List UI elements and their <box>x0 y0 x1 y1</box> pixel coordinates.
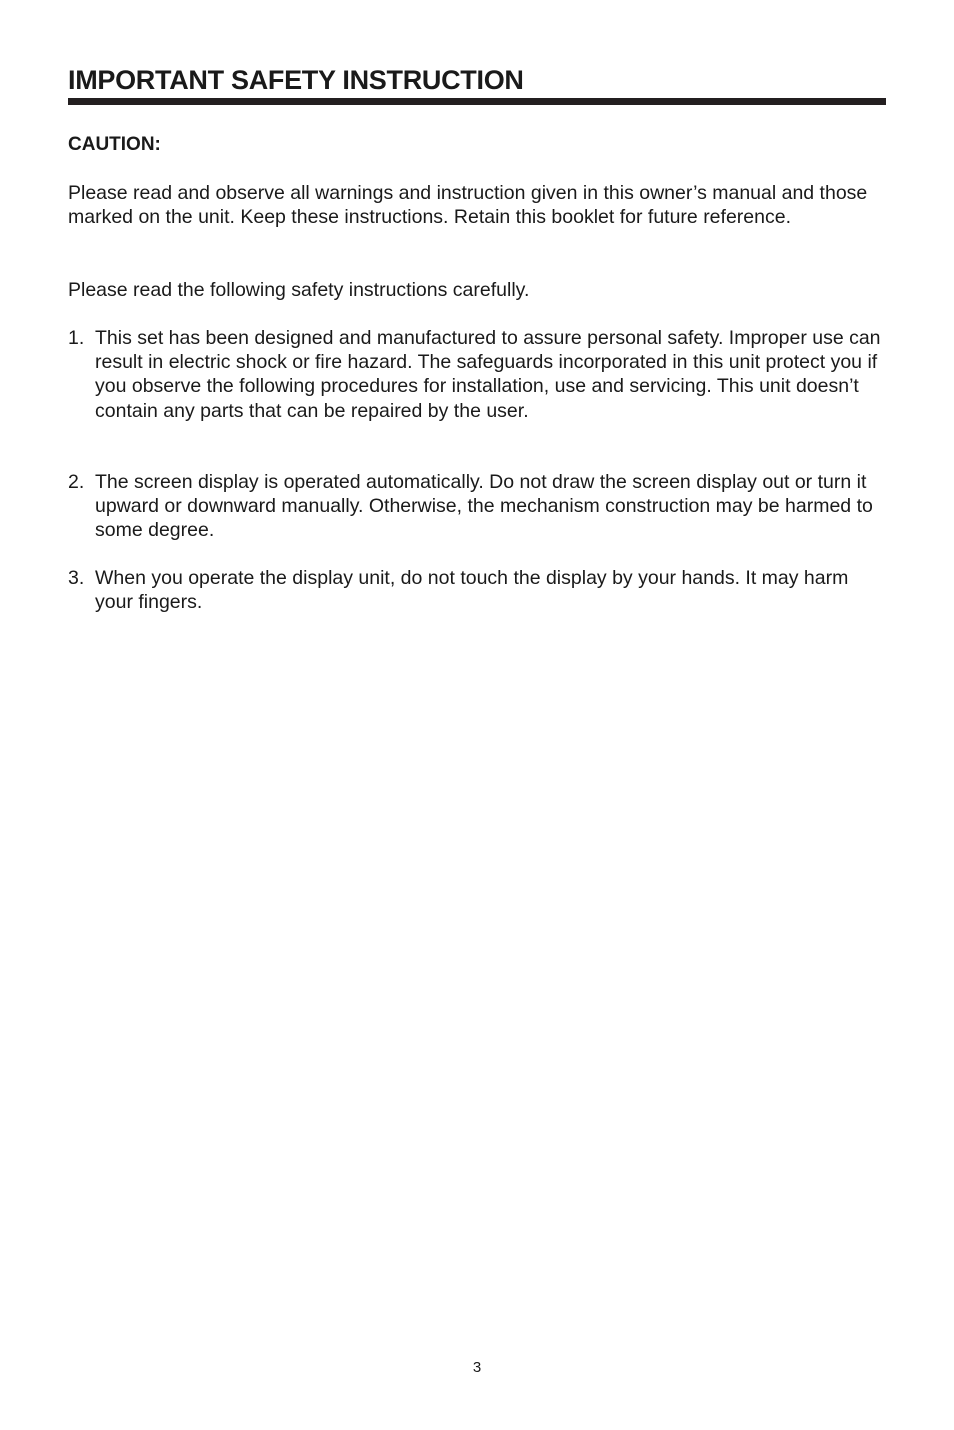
instruction-text: The screen display is operated automatically. Do not draw the screen display out or turn it upward or downward manually. Otherwise, the mechanism construction may be harmed to some degree. <box>95 471 873 542</box>
intro-paragraph: Please read and observe all warnings and instruction given in this owner’s manual and those marked on the unit. Keep these instructions. Retain this booklet for future reference. <box>68 182 868 229</box>
read-following-paragraph: Please read the following safety instructions carefully. <box>68 279 530 301</box>
instruction-text: This set has been designed and manufactured to assure personal safety. Improper use can result in electric shock or fire hazard. The safeguards incorporated in this unit protect you if you observe the following procedures for installation, use and servicing. This unit doesn’t contain any parts that can be repaired by the user. <box>95 327 881 422</box>
title-divider <box>68 98 886 105</box>
instruction-number: 1. <box>68 327 85 349</box>
instruction-number: 3. <box>68 567 85 589</box>
instruction-number: 2. <box>68 471 85 493</box>
instruction-text: When you operate the display unit, do not touch the display by your hands. It may harm your fingers. <box>95 567 849 614</box>
page-title: IMPORTANT SAFETY INSTRUCTION <box>68 65 524 95</box>
page-number: 3 <box>472 1359 482 1376</box>
caution-label: CAUTION: <box>68 134 161 155</box>
